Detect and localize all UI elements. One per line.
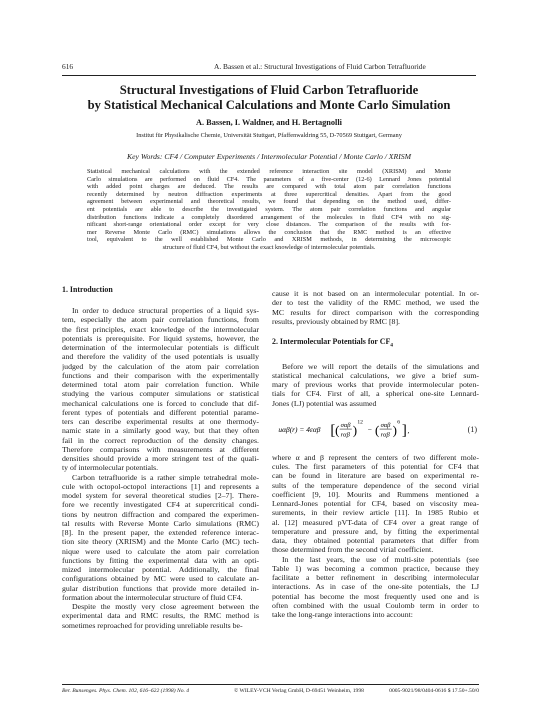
text-line: sults of the temperature dependence of the second virial [272,480,479,490]
text-line: Table 1) was becoming a common practice, because they [272,563,479,573]
text-line: fore we recently investigated CF4 at supercritical condi- [62,500,259,510]
text-line: nique were used to calculate the atom pair correlation [62,546,259,556]
text-line: statistical mechanical calculations, we give a brief sum- [272,370,479,380]
text-line: judged by the calculation of the atom pair correlation [62,361,259,371]
text-line: and therefore the validity of the used potentials is usually [62,352,259,362]
right-column [272,289,479,619]
text-line: often combined with the usual Coulomb term in order to [272,600,479,610]
text-line: tion site theory (XRISM) and the Monte Carlo (MC) tech- [62,537,259,547]
text-line: densities should provide a more stringent test of the quali- [62,454,259,463]
abstract-line: with added point charges are deduced. The results are compared with total atom pair correlation functions [87,183,451,191]
text-line: mary of previous works that provide intermolecular poten- [272,380,479,390]
svg-text:(: ( [335,422,340,438]
text-line: interactions. As in case of the one-site potentials, the LJ [272,582,479,592]
text-line: sometimes reproached for providing unreliable results be- [62,620,243,630]
text-line: facilitate a better refinement in describing intermolecular [272,573,479,583]
text-line: configurations obtained by MC were used to calculate an- [62,574,259,584]
potentials-text-b [272,453,479,620]
text-line: mechanical calculations one is forced to conclude that dif- [62,398,259,408]
text-line: cause it is not based on an intermolecular potential. In or- [272,289,479,298]
running-header [62,61,476,76]
section-heading-potentials: 2. Intermolecular Potentials for $CF_4$ [272,337,394,349]
text-line: Jones (LJ) potential was assumed [272,398,377,408]
article-title [62,83,476,113]
text-line: mized intermolecular potential. Additionally, the final [62,565,259,574]
text-line: gular distribution functions that provide more detailed in- [62,583,259,593]
eq-exponent-6: 6 [397,419,401,426]
text-line: those determined from the second virial coefficient. [272,545,434,555]
text-line: cule with octopol-octopol interactions [1] and represents a [62,481,259,491]
text-line: determined total atom pair correlation function. While [62,380,259,389]
introduction-continued [272,289,479,326]
affiliation: Institut für Physikalische Chemie, Universität Stuttgart, Pfaffenwaldring 55, D-70569 Stuttgart, Germany [136,132,402,139]
abstract-line: Carlo simulations are performed on fluid CF4. The parameters of a five-center (12-6) Lennard Jones potential [87,175,451,183]
article-code: 0005-9021/98/0404-0616 $ 17.50+.50/0 [389,688,479,694]
text-line: tem, especially the atom pair correlation functions, from [62,315,259,325]
abstract [87,168,451,252]
text-line: der to test the validity of the RMC method, we used the [272,298,479,308]
text-line: In the last years, the use of multi-site potentials (see [282,554,479,564]
keywords: Key Words: CF4 / Computer Experiments / Intermolecular Potential / Monte Carlo / XRISM [126,152,412,161]
author-list: A. Bassen, I. Waldner, and H. Bertagnolli [196,118,342,127]
text-line: can be found in literature are based on experimental re- [272,471,479,481]
text-line: the first principles, exact knowledge of the intermolecular [62,324,259,334]
section-heading-potentials-text: 2. Intermolecular Potentials for CF [272,337,391,346]
text-line: ty of intermolecular potentials. [62,463,159,473]
text-line: experimental data and RMC results, the RMC method is [62,611,259,621]
text-line: Therefore comparisons with measurements at different [62,444,259,454]
eq-lhs: uαβ(r) = 4εαβ [278,424,321,434]
text-line: namic state in a similarly good way, but that they often [62,426,259,436]
publisher-notice: © WILEY-VCH Verlag GmbH, D-69451 Weinheim, 1998 [234,688,364,694]
abstract-line: recently determined by neutron diffraction experiments at three supercritical densities. Apart from the good [87,190,451,198]
text-line: Despite the mostly very close agreement between the [72,602,259,611]
left-column [62,285,259,630]
text-line: functions and their comparison with the experimentally [62,370,259,380]
text-line: results, previously obtained by RMC [8]. [272,316,400,326]
text-line: formation about the intermolecular structure of fluid CF4. [62,592,243,602]
text-line: al. [12] measured pVT-data of CF4 over a great range of [272,517,479,527]
text-line: temperature and pressure and, by fitting the experimental [272,526,479,536]
equation-number: (1) [467,424,477,434]
text-line: ferent types of potentials and different potential parame- [62,407,259,417]
text-line: [8]. In the present paper, the extended reference interac- [62,528,259,537]
text-line: data, they obtained potential parameters that differ from [272,536,479,546]
text-line: Carbon tetrafluoride is a rather simple tetrahedral mole- [72,472,259,482]
title-line: Structural Investigations of Fluid Carbon Tetrafluoride [119,83,419,97]
text-line: fail in the correct reproduction of the density changes. [62,435,259,445]
text-line: MC results for direct comparison with the corresponding [272,307,479,317]
text-line: In order to deduce structural properties of a liquid sys- [72,306,259,315]
text-line: studying the various computer simulations or statistical [62,389,259,399]
text-line: potentials is prerequisite. For liquid systems, however, the [62,333,259,343]
svg-text:−: − [367,424,372,434]
svg-text:]: ] [401,422,407,439]
svg-text:[: [ [330,422,336,439]
potentials-text-a [272,362,479,408]
text-line: potential has become the most frequently used one and is [272,591,479,601]
abstract-line: distribution functions indicate a completely disordered arrangement of the molecules in fluid CF4 with no sig- [87,213,451,221]
text-line: cules. The first parameters of this potential for CF4 that [272,462,479,472]
svg-text:(: ( [375,422,380,438]
text-line: where α and β represent the centers of two different mole- [272,452,479,462]
text-line: take the long-range interactions into account: [272,610,413,620]
eq-r-1: rαβ [340,431,350,439]
text-line: functions by fitting the experimental data with an opti- [62,555,259,565]
abstract-line: Statistical mechanical calculations with the extended reference interaction site model (XRISM) and Monte [87,168,451,175]
running-title: A. Bassen et al.: Structural Investigations of Fluid Carbon Tetrafluoride [214,62,426,71]
abstract-line: nificant short-range orientational order except for very close distances. The comparison of the results with for- [87,221,451,229]
abstract-line: mer Reverse Monte Carlo (RMC) simulations allows the conclusion that the RMC method is an effective [87,228,451,236]
page-number: 616 [62,62,74,71]
equation-1 [272,413,479,447]
svg-text:): ) [352,422,358,438]
text-line: coefficient [9, 10]. Mourits and Rummens mentioned a [272,489,479,499]
text-line: tions by neutron diffraction and compared the experimen- [62,509,259,519]
abstract-line: tool, equivalent to the well established Monte Carlo and XRISM methods, in determining the microscopic [87,236,451,244]
abstract-line: structure of fluid CF4, but without the exact knowledge of intermolecular potentials. [162,243,376,251]
introduction-text [62,306,259,630]
text-line: model system for several theoretical studies [2–7]. There- [62,491,259,500]
text-line: Before we will report the details of the simulations and [282,361,479,371]
abstract-line: agreement between experimental and theoretical results, we found that depending on the method used, differ- [87,198,451,206]
eq-r-2: rαβ [380,431,390,439]
text-line: ters can describe experimental results at one thermody- [62,417,259,426]
section-heading-introduction: 1. Introduction [62,285,113,294]
journal-citation: Ber. Bunsenges. Phys. Chem. 102, 616–622 (1998) No. 4 [62,688,190,694]
eq-sigma-2: σαβ [380,422,391,430]
eq-sigma-1: σαβ [340,422,351,430]
eq-exponent-12: 12 [357,419,363,426]
text-line: surements, in their review article [11]. In 1985 Rubio et [272,508,479,518]
svg-text:,: , [407,425,410,435]
text-line: tials for CF4. First of all, a spherical one-site Lennard- [272,389,479,399]
text-line: tal results with Reverse Monte Carlo simulations (RMC) [62,518,259,528]
svg-text:): ) [392,422,397,438]
text-line: Lennard-Jones potential for CF4, based on viscosity mea- [272,499,479,509]
text-line: determination of the intermolecular potentials is difficult [62,343,259,352]
lennard-jones-equation [272,417,452,443]
page-footer [62,684,479,696]
abstract-line: ent potentials are able to describe the investigated system. The atom pair correlation functions and angular [87,205,451,213]
title-line: by Statistical Mechanical Calculations and Monte Carlo Simulation [87,98,451,112]
